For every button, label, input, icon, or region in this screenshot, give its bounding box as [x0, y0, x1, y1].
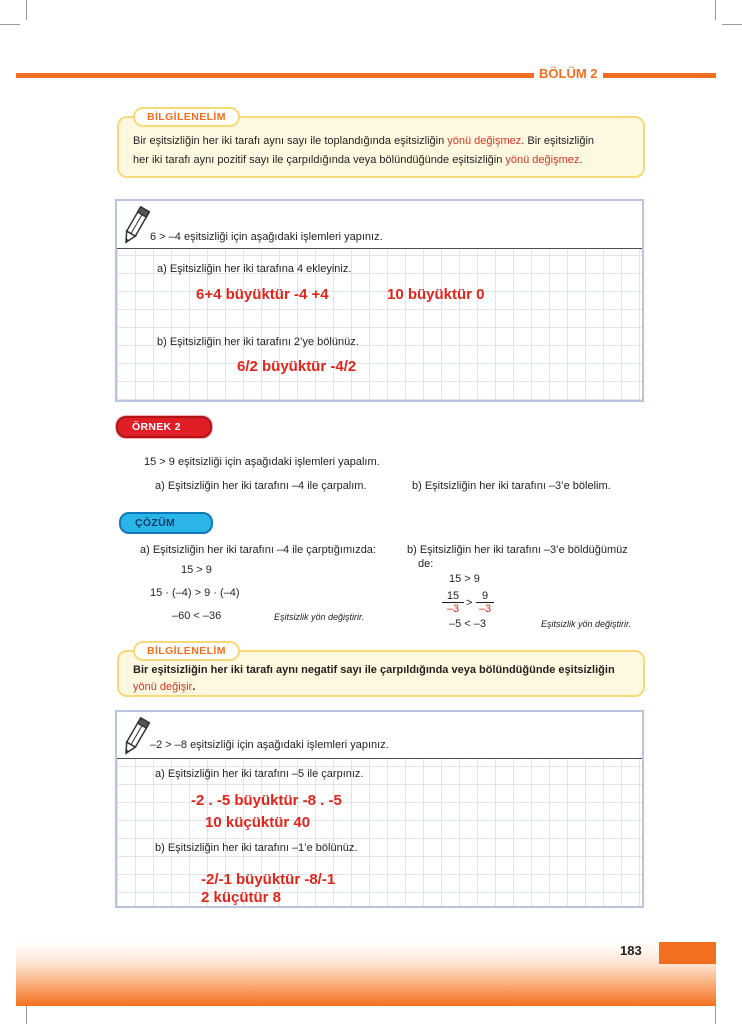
info-tag: BİLGİLENELİM: [133, 641, 240, 661]
exercise-prompt: –2 > –8 eşitsizliği için aşağıdaki işlemleri yapınız.: [150, 739, 389, 751]
fraction-left: $\frac{15}{-3}$: [442, 590, 464, 615]
chapter-label: BÖLÜM 2: [534, 66, 603, 81]
solution-a-step3: –60 < –36: [172, 610, 222, 622]
info-box-negative: [117, 645, 645, 697]
crop-mark: [0, 24, 20, 25]
solution-a-title: a) Eşitsizliğin her iki tarafını –4 ile çarptığımızda:: [140, 544, 376, 556]
exercise-part-a: a) Eşitsizliğin her iki tarafını –5 ile çarpınız.: [155, 768, 364, 780]
footer-gradient: [16, 942, 716, 1006]
solution-b-step1: 15 > 9: [449, 573, 480, 585]
example-tag: ÖRNEK 2: [116, 416, 212, 438]
solution-b-title: b) Eşitsizliğin her iki tarafını –3’e böldüğümüz: [407, 544, 628, 556]
info-text: Bir eşitsizliğin her iki tarafı aynı negatif sayı ile çarpıldığında veya bölündüğünde eşitsizliğin yönü değişir.: [133, 664, 615, 693]
handwritten-answer: 10 küçüktür 40: [205, 814, 311, 831]
solution-b-step3: –5 < –3: [449, 618, 487, 630]
exercise-part-b: b) Eşitsizliğin her iki tarafını 2’ye bölünüz.: [157, 336, 359, 348]
exercise-box-1: [115, 199, 644, 402]
header-rule: [16, 73, 716, 78]
fraction-right: $\frac{9}{-3}$: [476, 590, 494, 615]
handwritten-answer: 6/2 büyüktür -4/2: [237, 358, 357, 375]
exercise-header: [117, 712, 642, 759]
fraction-operator: >: [466, 597, 473, 609]
pencil-icon: [121, 714, 151, 758]
handwritten-answer: 10 büyüktür 0: [387, 286, 485, 303]
solution-a-step1: 15 > 9: [181, 564, 212, 576]
page-number: 183: [620, 943, 642, 958]
solution-a-step2: 15 · (–4) > 9 · (–4): [150, 587, 240, 599]
example-part-b: b) Eşitsizliğin her iki tarafını –3’e bölelim.: [412, 480, 611, 492]
exercise-part-a: a) Eşitsizliğin her iki tarafına 4 ekleyiniz.: [157, 263, 352, 275]
solution-tag: ÇÖZÜM: [119, 512, 213, 534]
crop-mark: [715, 1006, 716, 1024]
exercise-part-b: b) Eşitsizliğin her iki tarafını –1’e bölünüz.: [155, 842, 358, 854]
solution-a-note: Eşitsizlik yön değiştirir.: [274, 612, 365, 622]
handwritten-answer: 6+4 büyüktür -4 +4: [196, 286, 329, 303]
info-tag: BİLGİLENELİM: [133, 107, 240, 127]
crop-mark: [722, 24, 742, 25]
example-part-a: a) Eşitsizliğin her iki tarafını –4 ile çarpalım.: [155, 480, 367, 492]
handwritten-answer: -2/-1 büyüktür -8/-1: [201, 871, 336, 888]
crop-mark: [26, 1006, 27, 1024]
page-number-tab: [659, 942, 716, 964]
example-prompt: 15 > 9 eşitsizliği için aşağıdaki işlemleri yapalım.: [144, 456, 380, 468]
exercise-prompt: 6 > –4 eşitsizliği için aşağıdaki işlemleri yapınız.: [150, 231, 383, 243]
solution-b-note: Eşitsizlik yön değiştirir.: [541, 619, 632, 629]
info-text: Bir eşitsizliğin her iki tarafı aynı sayı ile toplandığında eşitsizliğin yönü değişmez. Bir eşitsizliğin her iki tarafı aynı pozitif sayı ile çarpıldığında veya bölündüğünde eşitsizliğin yönü değişmez.: [133, 135, 595, 166]
crop-mark: [715, 0, 716, 20]
pencil-icon: [121, 203, 151, 247]
crop-mark: [26, 0, 27, 20]
exercise-box-2: [115, 710, 644, 908]
info-box-positive: [117, 111, 645, 178]
handwritten-answer: -2 . -5 büyüktür -8 . -5: [191, 792, 342, 809]
solution-b-title-cont: de:: [418, 558, 434, 570]
exercise-header: [117, 201, 642, 249]
handwritten-answer: 2 küçütür 8: [201, 889, 282, 906]
